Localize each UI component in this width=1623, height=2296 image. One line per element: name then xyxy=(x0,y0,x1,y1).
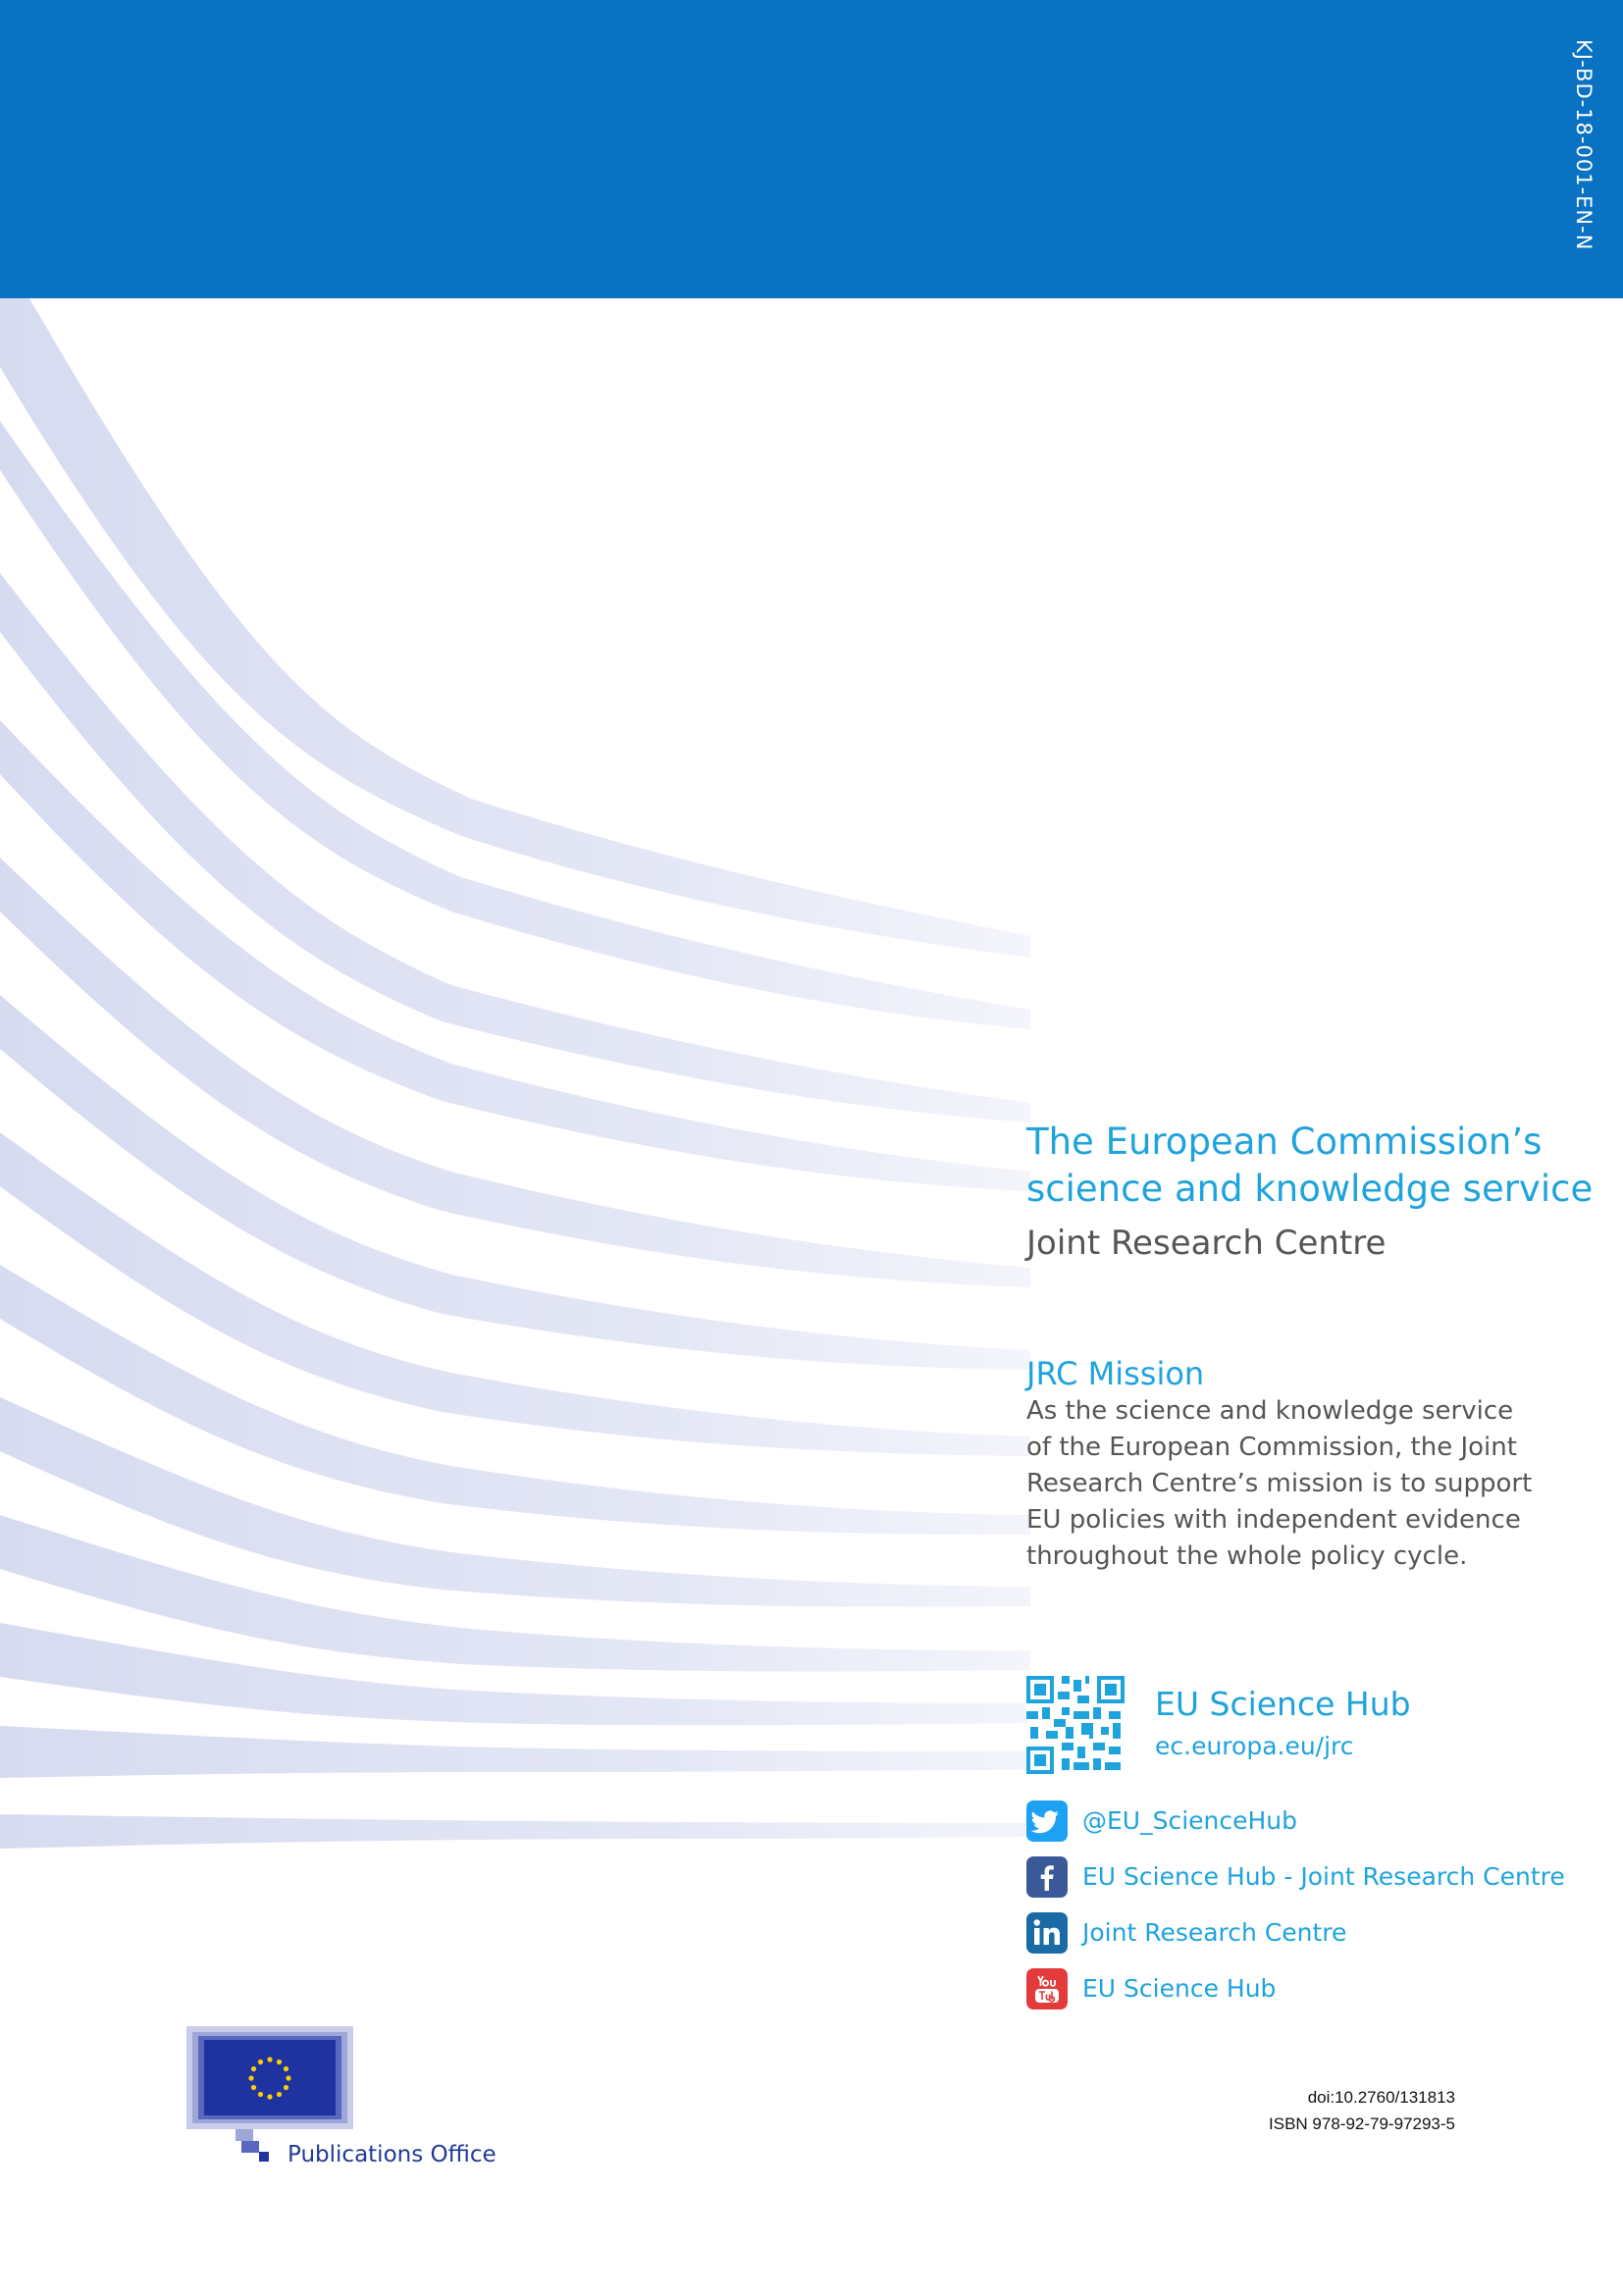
facebook-icon xyxy=(1026,1856,1068,1898)
youtube-icon xyxy=(1026,1968,1068,2009)
mission-title: JRC Mission xyxy=(1026,1355,1205,1392)
social-label: EU Science Hub - Joint Research Centre xyxy=(1082,1862,1565,1891)
social-label: EU Science Hub xyxy=(1082,1974,1277,2003)
social-linkedin[interactable] xyxy=(1026,1912,1586,1956)
twitter-icon xyxy=(1026,1800,1068,1842)
doi-text: doi:10.2760/131813 xyxy=(1307,2088,1455,2107)
isbn-text: ISBN 978-92-79-97293-5 xyxy=(1269,2114,1455,2133)
mission-text-line: EU policies with independent evidence xyxy=(1026,1505,1521,1535)
brand-title-line-1: The European Commission’s xyxy=(1026,1121,1543,1163)
social-youtube[interactable] xyxy=(1026,1968,1586,2011)
mission-text-line: As the science and knowledge service xyxy=(1026,1396,1514,1426)
social-label: Joint Research Centre xyxy=(1082,1918,1347,1947)
mission-text-line: of the European Commission, the Joint xyxy=(1026,1433,1517,1462)
catalog-code: KJ-BD-18-001-EN-N xyxy=(1572,39,1596,251)
mission-text-line: throughout the whole policy cycle. xyxy=(1026,1541,1468,1571)
mission-text-line: Research Centre’s mission is to support xyxy=(1026,1469,1533,1498)
hub-title: EU Science Hub xyxy=(1155,1685,1411,1723)
brand-subtitle: Joint Research Centre xyxy=(1026,1224,1387,1263)
publications-office-label: Publications Office xyxy=(288,2142,497,2167)
hub-url-link[interactable]: ec.europa.eu/jrc xyxy=(1155,1732,1354,1760)
qr-code-icon[interactable] xyxy=(1026,1676,1125,1774)
social-label: @EU_ScienceHub xyxy=(1082,1806,1298,1835)
linkedin-icon xyxy=(1026,1912,1068,1954)
top-color-band xyxy=(0,0,1623,298)
brand-title-line-2: science and knowledge service xyxy=(1026,1168,1594,1210)
social-twitter[interactable] xyxy=(1026,1800,1586,1844)
berlaymont-stripes-graphic xyxy=(0,298,1079,2025)
brand-block xyxy=(1026,1119,1594,1266)
mission-block xyxy=(1026,1354,1576,1575)
social-facebook[interactable] xyxy=(1026,1856,1586,1900)
